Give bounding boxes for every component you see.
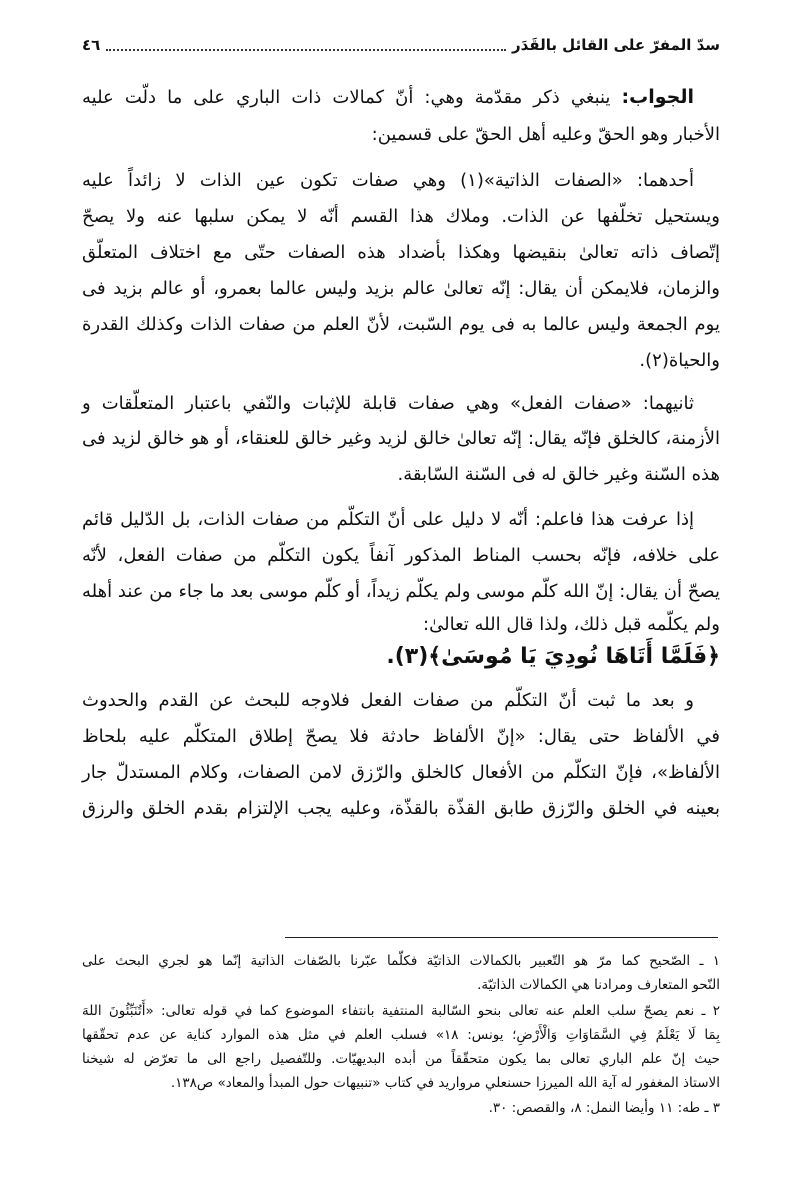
footnote-line: بِمَا لَا يَعْلَمُ فِي السَّمَاوَاتِ وَالْأَرْضِ؛ يونس: ١٨» فسلب العلم في مثل هذه الموارد كناية عن عدم تحقّقها xyxy=(82,1027,720,1043)
body-line: بعينه في الخلق والرّزق طابق القذّة بالقذّة، وعليه يجب الإلتزام بقدم الخلق والرزق xyxy=(82,798,720,819)
running-header xyxy=(82,32,720,58)
body-line: إتّصاف ذاته تعالىٰ بنقيضها وهكذا بأضداد هذه الصفات حتّى مع اختلاف المتعلّق xyxy=(82,242,720,263)
body-line: والحياة(٢). xyxy=(639,350,720,371)
body-line xyxy=(82,82,720,113)
body-line: الأزمنة، كالخلق فإنّه يقال: إنّه تعالىٰ خالق لزيد وغير خالق للعنقاء، أو هو خالق لزيد فى xyxy=(82,428,720,449)
footnote-separator xyxy=(285,937,718,938)
quran-verse: ﴿فَلَمَّا أَتَاهَا نُودِيَ يَا مُوسَىٰ﴾(٣). xyxy=(386,644,720,669)
body-line: هذه السّنة وغير خالق له فى السّنة السّابقة. xyxy=(397,464,720,485)
footnote-line: ٣ ـ طه: ١١ وأيضا النمل: ٨، والقصص: ٣٠. xyxy=(488,1100,720,1116)
footnote-line: النّحو المتعارف ومرادنا هي الكمالات الذاتيّة. xyxy=(477,977,720,993)
body-line: ثانيهما: «صفات الفعل» وهي صفات قابلة للإثبات والنّفي باعتبار المتعلّقات و xyxy=(82,393,694,414)
footnote-line: ٢ ـ نعم يصحّ سلب العلم عنه تعالى بنحو السّالبة المنتفية بانتفاء الموضوع كما في قوله تعالى: «أَتُنَبِّئُونَ اللهَ xyxy=(82,1003,720,1019)
page-number: ٤٦ xyxy=(82,36,101,54)
body-line: أحدهما: «الصفات الذاتية»(١) وهي صفات تكون عين الذات لا زائداً عليه xyxy=(82,170,694,191)
body-line: إذا عرفت هذا فاعلم: أنّه لا دليل على أنّ التكلّم من صفات الذات، بل الدّليل قائم xyxy=(82,509,694,530)
line-text: ينبغي ذكر مقدّمة وهي: أنّ كمالات ذات الباري على ما دلّت عليه xyxy=(82,87,611,108)
body-line: الألفاظ»، فإنّ التكلّم من الأفعال كالخلق والرّزق لامن الصفات، وكلام المستدلّ جار xyxy=(82,762,720,783)
body-line: والزمان، فلايمكن أن يقال: إنّه تعالىٰ عالم بزيد وليس عالما بعمرو، أو عالم بزيد فى xyxy=(82,278,720,299)
body-line: على خلافه، فإنّه بحسب المناط المذكور آنفاً يكون التكلّم من صفات الفعل، لأنّه xyxy=(82,545,720,566)
footnote-line: الاستاذ المغفور له آية الله الميرزا حسنعلي مرواريد في كتاب «تنبيهات حول المبدأ والمعاد» ص١٣٨. xyxy=(170,1075,720,1091)
body-line: الأخبار وهو الحقّ وعليه أهل الحقّ على قسمين: xyxy=(371,124,720,145)
body-line: يصحّ أن يقال: إنّ الله كلّم موسى ولم يكلّم زيداً، أو كلّم موسى بعد ما جاء من عند أهله xyxy=(82,581,720,602)
answer-label: الجواب: xyxy=(621,86,694,108)
running-title: سدّ المفرّ على القائل بالقَدَر xyxy=(511,36,720,54)
footnote-line: حيث إنّ علم الباري تعالى بما يكون متحقّقاً من أبده البديهيّات. وللتّفصيل راجع الى ما تعرّض له شيخنا xyxy=(82,1051,720,1067)
footnote-line: ١ ـ الصّحيح كما مرّ هو التّعبير بالكمالات الذاتيّة فكلّما عبّرنا بالصّفات الذاتية إنّما هو لجري البحث على xyxy=(82,953,720,969)
body-line: و بعد ما ثبت أنّ التكلّم من صفات الفعل فلاوجه للبحث عن القدم والحدوث xyxy=(82,690,694,711)
body-line: ويستحيل تخلّفها عن الذات. وملاك هذا القسم أنّه لا يمكن سلبها عنه ولا يصحّ xyxy=(82,206,720,227)
body-line: يوم الجمعة وليس عالما به فى يوم السّبت، لأنّ العلم من صفات الذات وكذلك القدرة xyxy=(82,314,720,335)
body-line: في الألفاظ حتى يقال: «إنّ الألفاظ حادثة فلا يصحّ إطلاق المتكلّم عليه بلحاظ xyxy=(82,726,720,747)
header-dot-leader xyxy=(106,39,506,51)
body-line: ولم يكلّمه قبل ذلك، ولذا قال الله تعالىٰ: xyxy=(423,614,720,635)
